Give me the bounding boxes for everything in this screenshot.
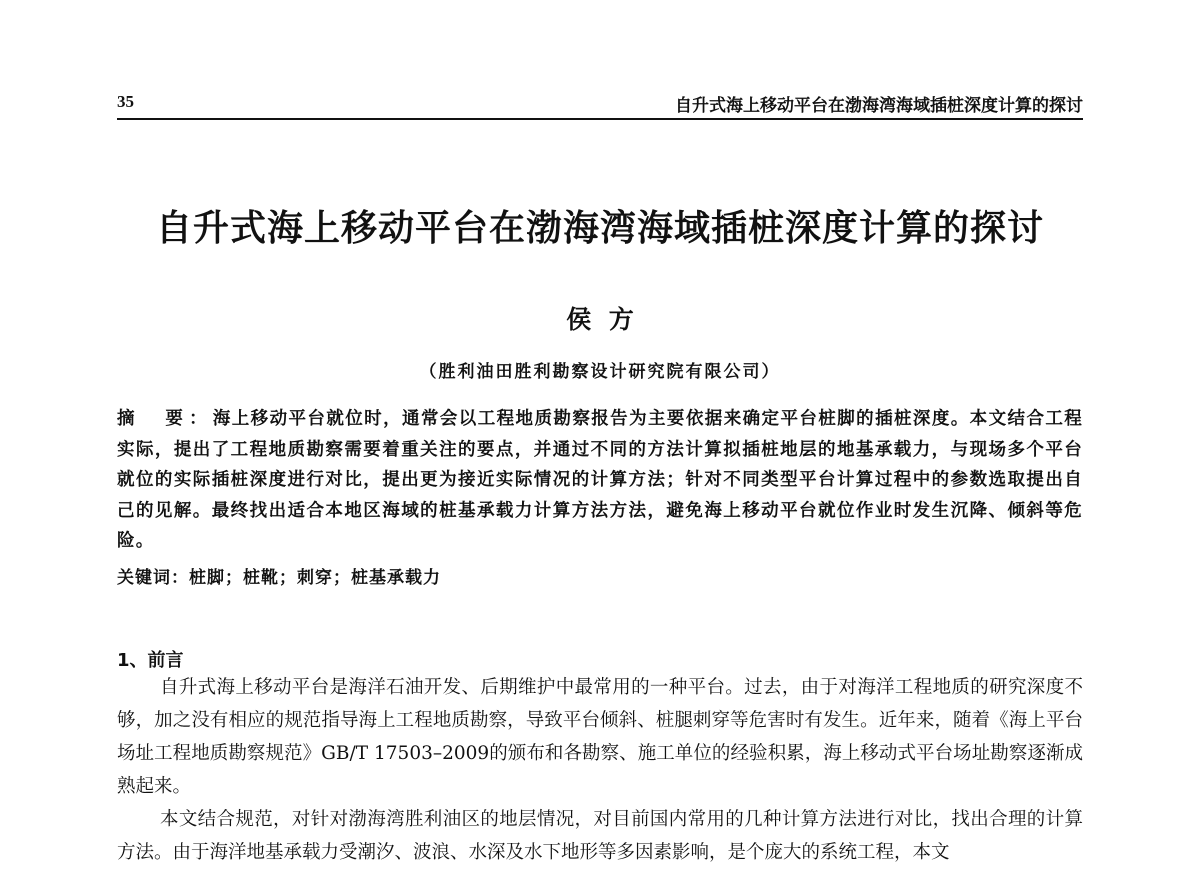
page-number: 35	[117, 92, 134, 111]
keywords-label: 关键词：	[117, 568, 189, 588]
keywords-text: 桩脚；桩靴；刺穿；桩基承载力	[189, 568, 441, 588]
running-header	[117, 90, 1083, 120]
paper-title: 自升式海上移动平台在渤海湾海域插桩深度计算的探讨	[155, 208, 1044, 249]
abstract-label: 摘 要：	[117, 409, 213, 429]
abstract	[117, 404, 1083, 557]
keywords	[117, 563, 1083, 588]
author-name: 侯 方	[566, 305, 634, 334]
abstract-text: 海上移动平台就位时，通常会以工程地质勘察报告为主要依据来确定平台桩脚的插桩深度。本文结合工程实际，提出了工程地质勘察需要着重关注的要点，并通过不同的方法计算拟插桩地层的地基承载力，与现场多个平台就位的实际插桩深度进行对比，提出更为接近实际情况的计算方法；针对不同类型平台计算过程中的参数选取提出自己的见解。最终找出适合本地区海域的桩基承载力计算方法方法，避免海上移动平台就位作业时发生沉降、倾斜等危险。	[117, 409, 1083, 551]
body-paragraph: 自升式海上移动平台是海洋石油开发、后期维护中最常用的一种平台。过去，由于对海洋工程地质的研究深度不够，加之没有相应的规范指导海上工程地质勘察，导致平台倾斜、桩腿刺穿等危害时有发生。近年来，随着《海上平台场址工程地质勘察规范》GB/T 17503–2009的颁布和各勘察、施工单位的经验积累，海上移动式平台场址勘察逐渐成熟起来。	[117, 677, 1083, 797]
section-heading: 1、前言	[117, 650, 184, 671]
author-affiliation: （胜利油田胜利勘察设计研究院有限公司）	[419, 362, 781, 382]
body-paragraph: 本文结合规范，对针对渤海湾胜利油区的地层情况，对目前国内常用的几种计算方法进行对比，找出合理的计算方法。由于海洋地基承载力受潮汐、波浪、水深及水下地形等多因素影响，是个庞大的系统工程，本文	[117, 809, 1083, 863]
running-title: 自升式海上移动平台在渤海湾海域插桩深度计算的探讨	[675, 96, 1083, 116]
